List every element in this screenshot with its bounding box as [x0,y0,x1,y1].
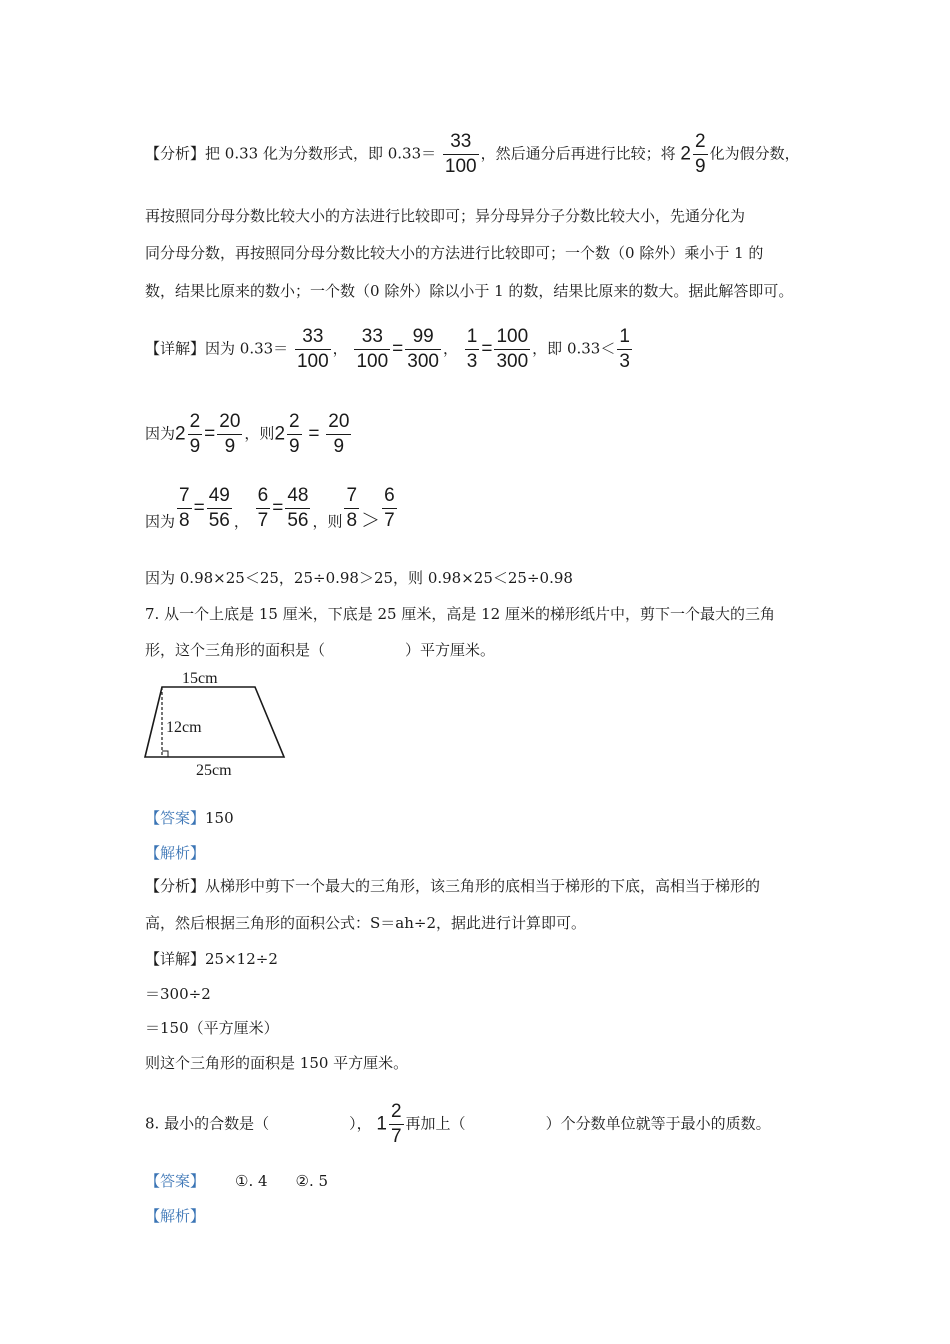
fraction: $\frac{7}{8}$ [179,485,190,531]
fraction: $\frac{2}{7}$ [390,1101,402,1147]
fraction: $\frac{1}{3}$ [619,326,630,372]
text: 因为 [145,512,176,531]
q8-solution-label: 【解析】 [145,1207,206,1225]
text: ， [233,512,249,531]
fraction: $\frac{6}{7}$ [257,485,269,531]
text: 化为假分数， [709,144,800,163]
fraction: $\frac{33}{100}$ [356,326,389,372]
analysis-label: 【分析】 [145,877,206,895]
equals: = [308,423,320,445]
top-base-label: 15cm [182,670,218,687]
text: ）， [349,1114,372,1133]
detail-label: 【详解】 [145,339,206,358]
text: ）平方厘米。 [405,641,496,659]
q7-detail-line-2: ＝300÷2 [145,985,211,1003]
text: ，则 [244,424,275,443]
detail-label: 【详解】 [145,950,206,968]
detail-line-1 [145,325,634,374]
fraction: $\frac{20}{9}$ [219,411,241,457]
equals: = [193,497,205,519]
equals: = [481,338,493,360]
fraction: $\frac{2}{9}$ [189,411,201,457]
analysis-line-2: 再按照同分母分数比较大小的方法进行比较即可；异分母异分子分数比较大小，先通分化为 [145,207,746,225]
text: ，然后通分后再进行比较；将 [480,144,676,163]
equals: = [204,423,216,445]
text: ，即 0.33＜ [532,339,616,358]
text: ， [332,339,348,358]
trapezoid-diagram [140,665,320,780]
equals: = [272,497,284,519]
fraction: $\frac{33}{100}$ [296,326,329,372]
text: ）个分数单位就等于最小的质数。 [545,1114,771,1133]
fraction: $\frac{20}{9}$ [328,411,350,457]
detail-line-4: 因为 0.98×25＜25，25÷0.98＞25，则 0.98×25＜25÷0.98 [145,569,573,587]
text: 把 0.33 化为分数形式，即 0.33＝ [205,144,437,163]
text: ， [442,339,458,358]
trapezoid-figure [140,665,320,780]
text: ，则 [312,512,343,531]
bottom-base-label: 25cm [196,762,232,779]
fraction: $\frac{1}{3}$ [466,326,478,372]
detail-line-2 [145,410,353,459]
solution-label: 【解析】 [145,844,206,862]
fraction: $\frac{99}{300}$ [407,326,439,372]
text: 从梯形中剪下一个最大的三角形，该三角形的底相当于梯形的下底，高相当于梯形的 [205,877,761,895]
greater-than: ＞ [361,510,381,532]
fraction: $\frac{33}{100}$ [444,131,477,177]
answer-1: ①. 4 [235,1172,268,1190]
mixed-whole: 2 [274,423,286,445]
answer-2: ②. 5 [295,1172,329,1190]
fraction: $\frac{48}{56}$ [287,485,309,531]
height-label: 12cm [166,719,202,736]
answer-label: 【答案】 [145,809,206,827]
fraction: $\frac{100}{300}$ [496,326,529,372]
fraction: $\frac{2}{9}$ [289,411,300,457]
equals: = [392,338,404,360]
question-7-line-1: 7. 从一个上底是 15 厘米，下底是 25 厘米，高是 12 厘米的梯形纸片中，剪下一个最大的三角 [145,605,775,623]
text: 因为 0.33＝ [205,339,289,358]
text: 8. 最小的合数是（ [145,1114,270,1133]
q7-analysis-line-1 [145,876,760,896]
q7-detail-line-1 [145,949,278,969]
text: 形，这个三角形的面积是（ [145,641,326,659]
analysis-line-3: 同分母分数，再按照同分母分数比较大小的方法进行比较即可；一个数（0 除外）乘小于 1 的 [145,244,764,262]
mixed-whole: 2 [680,143,691,165]
text: 再加上（ [405,1114,466,1133]
text: 25×12÷2 [205,950,278,968]
answer-line [145,808,234,828]
question-7-line-2 [145,640,495,660]
answer-value: 150 [205,809,234,827]
q7-detail-line-3: ＝150（平方厘米） [145,1019,279,1037]
fraction: $\frac{2}{9}$ [694,131,706,177]
mixed-whole: 1 [376,1113,387,1135]
answer-label: 【答案】 [145,1172,206,1190]
analysis-line-4: 数，结果比原来的数小；一个数（0 除外）除以小于 1 的数，结果比原来的数大。据此解答即可。 [145,282,794,300]
analysis-label: 【分析】 [145,144,206,163]
analysis-line-1 [145,130,800,179]
q7-detail-line-4: 则这个三角形的面积是 150 平方厘米。 [145,1054,409,1072]
q8-answer-line [145,1171,328,1191]
mixed-whole: 2 [175,423,186,445]
text: 因为 [145,424,176,443]
fraction: $\frac{7}{8}$ [346,485,358,531]
q7-analysis-line-2: 高，然后根据三角形的面积公式：S＝ah÷2，据此进行计算即可。 [145,914,586,932]
detail-line-3 [145,484,399,533]
fraction: $\frac{49}{56}$ [208,485,230,531]
question-8-line [145,1100,771,1149]
fraction: $\frac{6}{7}$ [384,485,395,531]
